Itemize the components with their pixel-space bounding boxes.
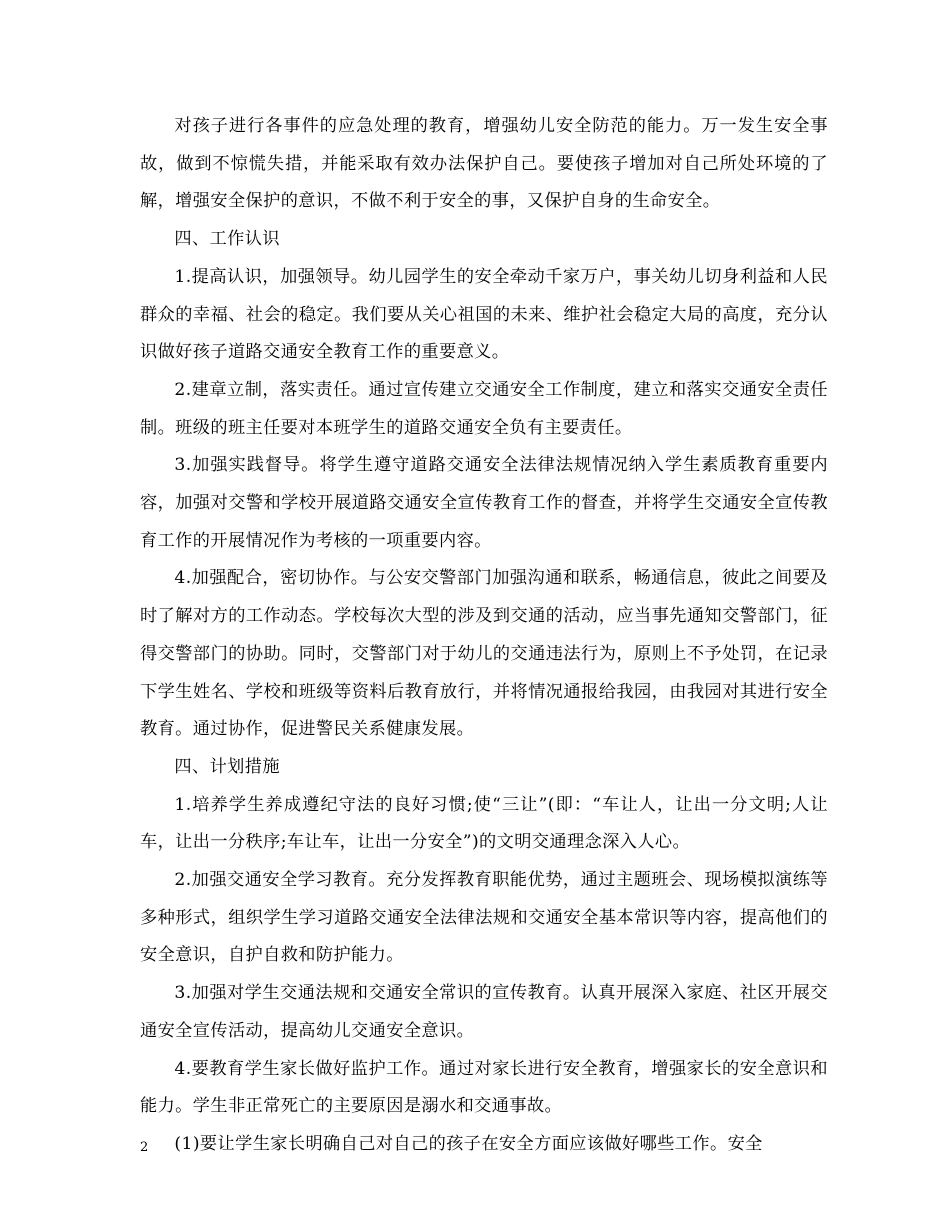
paragraph-item-4: 4.加强配合，密切协作。与公安交警部门加强沟通和联系，畅通信息，彼此之间要及时了解对方的工作动态。学校每次大型的涉及到交通的活动，应当事先通知交警部门，征得交警部门的协助。同时，交警部门对于幼儿的交通违法行为，原则上不予处罚，在记录下学生姓名、学校和班级等资料后教育放行，并将情况通报给我园，由我园对其进行安全教育。通过协作，促进警民关系健康发展。 (140, 568, 828, 740)
paragraph-sub-item-1: (1)要让学生家长明确自己对自己的孩子在安全方面应该做好哪些工作。安全 (174, 1133, 763, 1154)
paragraph-intro: 对孩子进行各事件的应急处理的教育，增强幼儿安全防范的能力。万一发生安全事故，做到不惊慌失措，并能采取有效办法保护自己。要使孩子增加对自己所处环境的了解，增强安全保护的意识，不做不利于安全的事，又保护自身的生命安全。 (140, 116, 828, 212)
section-heading-work-understanding: 四、工作认识 (174, 229, 280, 250)
paragraph-item-1: 1.提高认识，加强领导。幼儿园学生的安全牵动千家万户，事关幼儿切身利益和人民群众的幸福、社会的稳定。我们要从关心祖国的未来、维护社会稳定大局的高度，充分认识做好孩子道路交通安全教育工作的重要意义。 (140, 266, 828, 363)
paragraph-measure-4: 4.要教育学生家长做好监护工作。通过对家长进行安全教育，增强家长的安全意识和能力。学生非正常死亡的主要原因是溺水和交通事故。 (140, 1058, 828, 1117)
paragraph-measure-3: 3.加强对学生交通法规和交通安全常识的宣传教育。认真开展深入家庭、社区开展交通安全宣传活动，提高幼儿交通安全意识。 (140, 983, 828, 1041)
section-heading-plan-measures: 四、计划措施 (174, 756, 280, 777)
paragraph-item-2: 2.建章立制，落实责任。通过宣传建立交通安全工作制度，建立和落实交通安全责任制。班级的班主任要对本班学生的道路交通安全负有主要责任。 (140, 379, 828, 438)
paragraph-measure-1: 1.培养学生养成遵纪守法的良好习惯;使“三让”(即：“车让人，让出一分文明;人让车，让出一分秩序;车让车，让出一分安全”)的文明交通理念深入人心。 (140, 794, 828, 853)
paragraph-measure-2: 2.加强交通安全学习教育。充分发挥教育职能优势，通过主题班会、现场模拟演练等多种形式，组织学生学习道路交通安全法律法规和交通安全基本常识等内容，提高他们的安全意识，自护自救和防护能力。 (140, 870, 828, 966)
document-body (140, 108, 828, 1164)
paragraph-item-3: 3.加强实践督导。将学生遵守道路交通安全法律法规情况纳入学生素质教育重要内容，加强对交警和学校开展道路交通安全宣传教育工作的督查，并将学生交通安全宣传教育工作的开展情况作为考核的一项重要内容。 (140, 455, 828, 551)
page-number: 2 (140, 1140, 149, 1155)
